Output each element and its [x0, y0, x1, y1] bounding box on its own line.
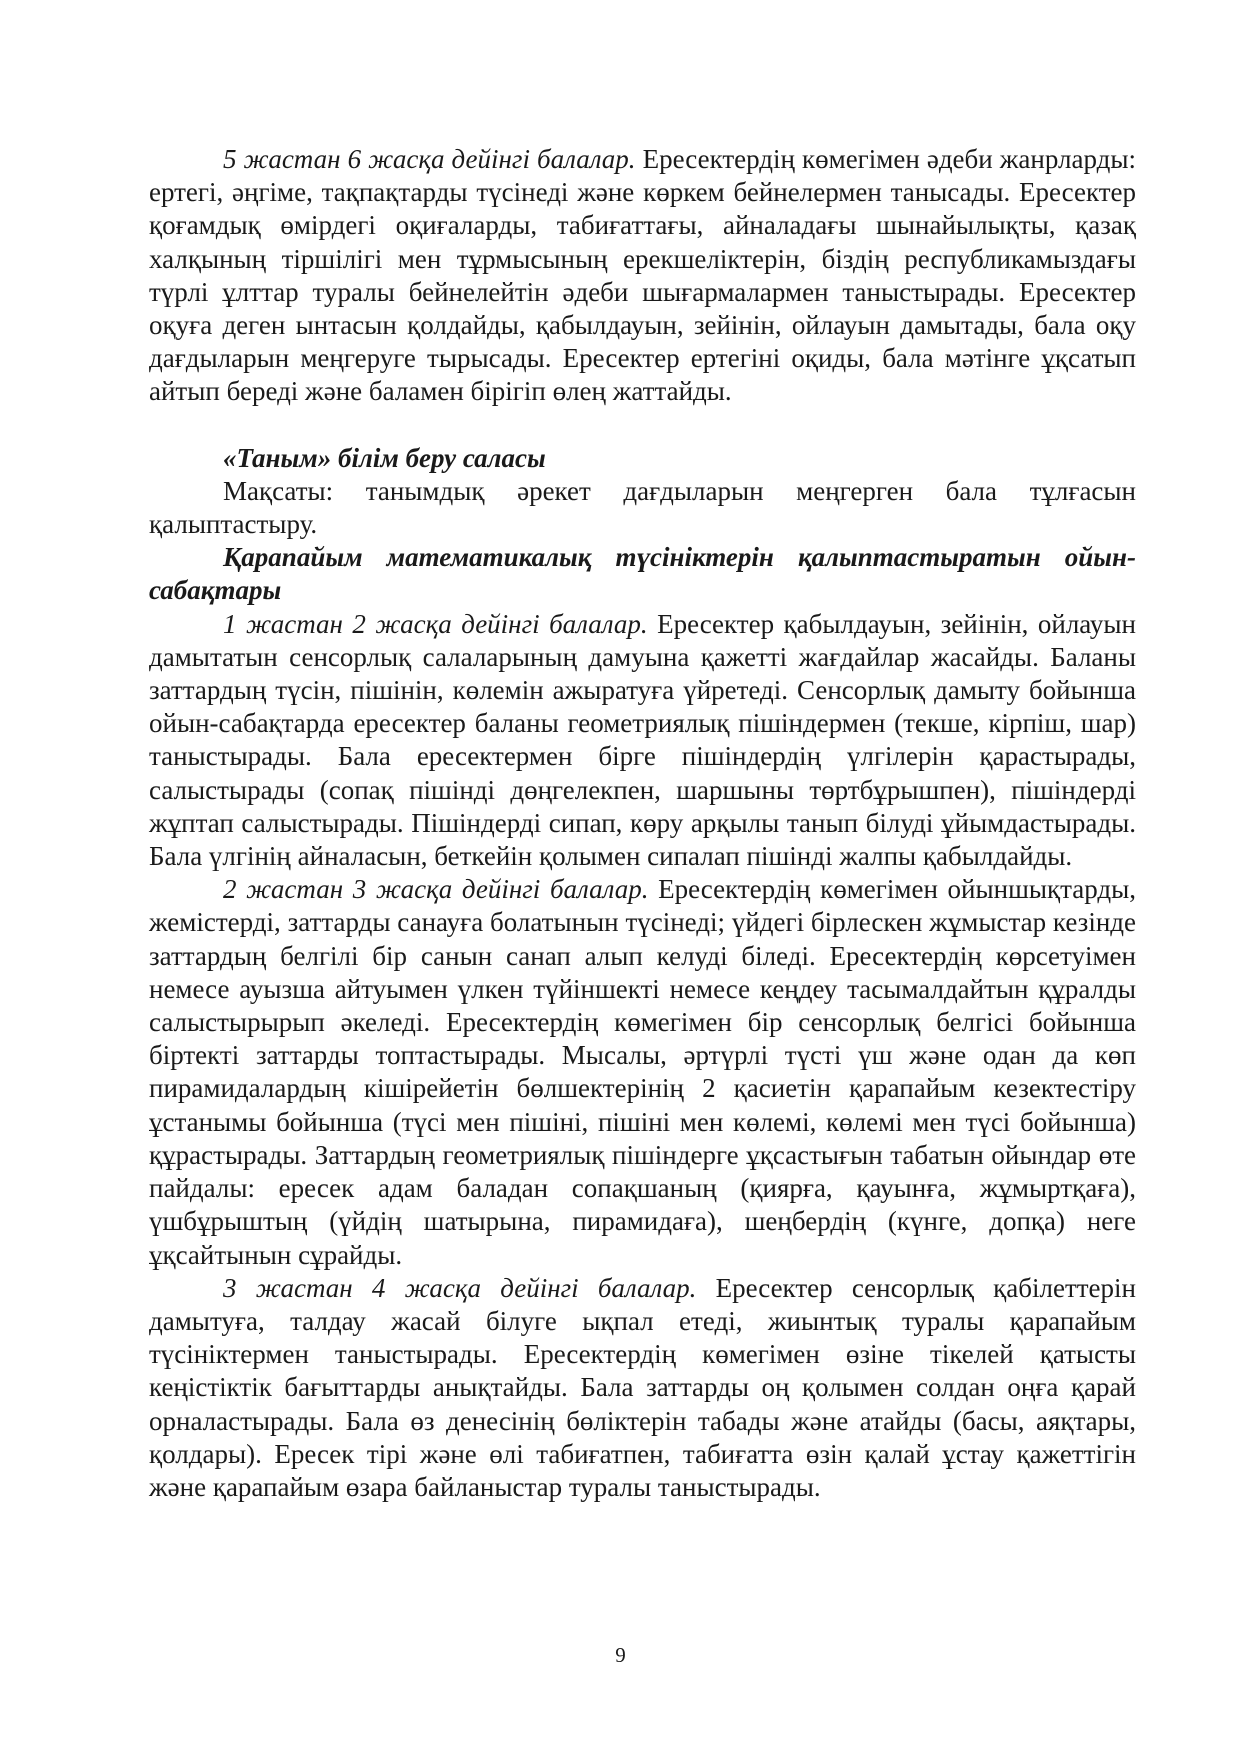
- subsection-heading: [149, 541, 1136, 607]
- section-goal: Мақсаты: танымдық әрекет дағдыларын меңгерген бала тұлғасын қалыптастыру.: [149, 475, 1136, 540]
- paragraph-age-3-4: [149, 1272, 1136, 1504]
- age-group-lead: 1 жастан 2 жасқа дейінгі балалар.: [223, 608, 648, 639]
- paragraph-text: Ересектердің көмегімен ойыншықтарды, жемістерді, заттарды санауға болатынын түсінеді; үйдегі бірлескен жұмыстар кезінде заттардың белгілі бір санын санап алып келуді біледі. Ересектердің көрсетуімен немесе ауызша айтуымен үлкен түйіншекті немесе кеңдеу тасымалдайтын құралды салыстырырып әкеледі. Ересектердің көмегімен бір сенсорлық белгісі бойынша біртекті заттарды топтастырады. Мысалы, әртүрлі түсті үш және одан да көп пирамидалардың кішірейетін бөлшектерінің 2 қасиетін қарапайым кезектестіру ұстанымы бойынша (түсі мен пішіні, пішіні мен көлемі, көлемі мен түсі бойынша) құрастырады. Заттардың геометриялық пішіндерге ұқсастығын табатын ойындар өте пайдалы: ересек адам баладан сопақшаның (қиярға, қауынға, жұмыртқаға), үшбұрыштың (үйдің шатырына, пирамидаға), шеңбердің (күнге, допқа) неге ұқсайтынын сұрайды.: [149, 874, 1137, 1270]
- paragraph-age-2-3: [149, 873, 1136, 1271]
- paragraph-age-5-6: [149, 143, 1136, 409]
- section-heading: [149, 442, 1136, 475]
- age-group-lead: 3 жастан 4 жасқа дейінгі балалар.: [223, 1272, 697, 1303]
- paragraph-text: Ересектер сенсорлық қабілеттерін дамытуға, талдау жасай білуге ықпал етеді, жиынтық туралы қарапайым түсініктермен таныстырады. Ересектердің көмегімен өзіне тікелей қатысты кеңістіктік бағыттарды анықтайды. Бала заттарды оң қолымен солдан оңға қарай орналастырады. Бала өз денесінің бөліктерін табады және атайды (басы, аяқтары, қолдары). Ересек тірі және өлі табиғатпен, табиғатта өзін қалай ұстау қажеттігін және қарапайым өзара байланыстар туралы таныстырады.: [149, 1272, 1136, 1502]
- paragraph-age-1-2: [149, 608, 1136, 874]
- section-heading-text: «Таным» білім беру саласы: [223, 442, 546, 473]
- paragraph-text: Ересектер қабылдауын, зейінін, ойлауын дамытатын сенсорлық салаларының дамуына қажетті жағдайлар жасайды. Баланы заттардың түсін, пішінін, көлемін ажыратуға үйретеді. Сенсорлық дамыту бойынша ойын-сабақтарда ересектер баланы геометриялық пішіндермен (текше, кірпіш, шар) таныстырады. Бала ересектермен бірге пішіндердің үлгілерін қарастырады, салыстырады (сопақ пішінді дөңгелекпен, шаршыны төртбұрышпен), пішіндерді жұптап салыстырады. Пішіндерді сипап, көру арқылы танып білуді ұйымдастырады. Бала үлгінің айналасын, беткейін қолымен сипалап пішінді жалпы қабылдайды.: [149, 608, 1137, 872]
- subsection-heading-text: Қарапайым математикалық түсініктерін қалыптастыратын ойын-сабақтары: [149, 542, 1136, 606]
- paragraph-text: Ересектердің көмегімен әдеби жанрларды: ертегі, әңгіме, тақпақтарды түсінеді және көркем бейнелермен танысады. Ересектер қоғамдық өмірдегі оқиғаларды, табиғаттағы, айналадағы шынайылықты, қазақ халқының тіршілігі мен тұрмысының ерекшеліктерін, біздің республикамыздағы түрлі ұлттар туралы бейнелейтін әдеби шығармалармен таныстырады. Ересектер оқуға деген ынтасын қолдайды, қабылдауын, зейінін, ойлауын дамытады, бала оқу дағдыларын меңгеруге тырысады. Ересектер ертегіні оқиды, бала мәтінге ұқсатып айтып береді және баламен бірігіп өлең жаттайды.: [149, 144, 1136, 407]
- document-body: [149, 143, 1136, 1504]
- age-group-lead: 2 жастан 3 жасқа дейінгі балалар.: [223, 874, 649, 905]
- page-number: 9: [615, 1643, 626, 1667]
- age-group-lead: 5 жастан 6 жасқа дейінгі балалар.: [223, 144, 636, 174]
